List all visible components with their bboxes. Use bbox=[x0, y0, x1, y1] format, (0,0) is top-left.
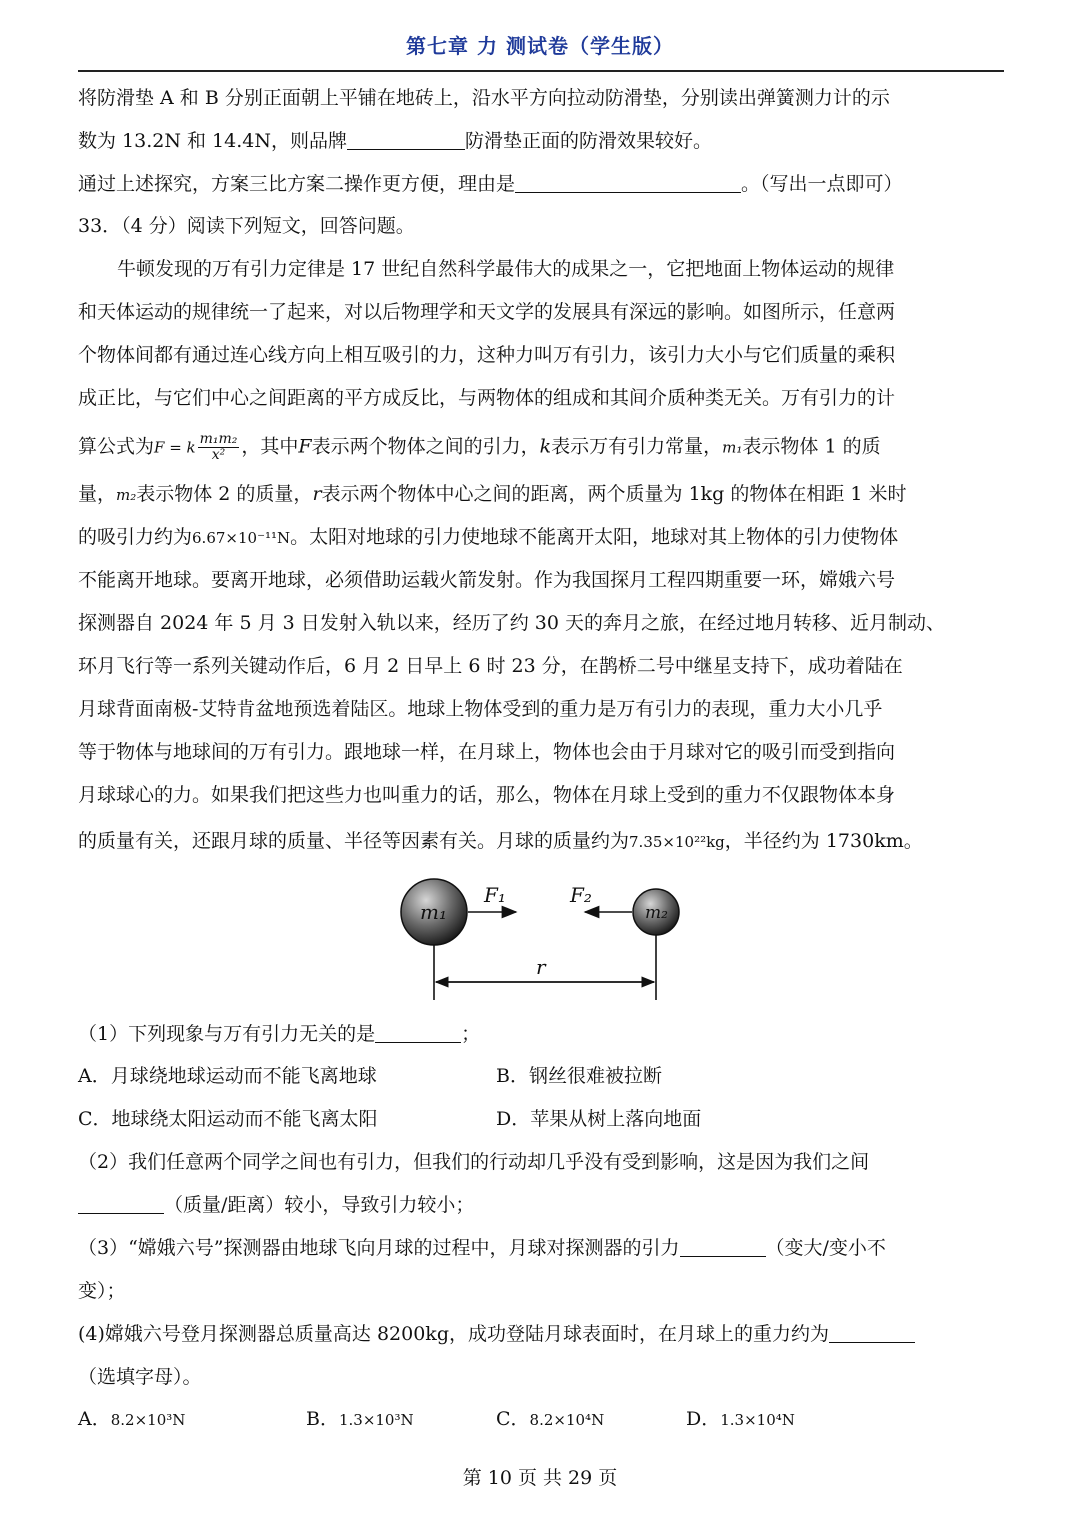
sub4-option-b[interactable] bbox=[306, 1407, 414, 1432]
q33-text-line bbox=[78, 829, 923, 854]
q33-heading: 33．（4 分）阅读下列短文，回答问题。 bbox=[78, 215, 415, 237]
q33-text-line: 探测器自 2024 年 5 月 3 日发射入轨以来，经历了约 30 天的奔月之旅，在经过地月转移、近月制动、 bbox=[78, 612, 946, 634]
symbol-F: F bbox=[298, 435, 312, 458]
sub3-line1 bbox=[78, 1236, 886, 1260]
para1-line3-b: 。（写出一点即可） bbox=[741, 173, 903, 195]
q33-text-line bbox=[78, 525, 898, 550]
page-number-footer: 第 10 页 共 29 页 bbox=[462, 1467, 618, 1489]
header-rule bbox=[78, 70, 1004, 72]
formula-text: 表示万有引力常量， bbox=[551, 435, 723, 458]
q33-formula-line bbox=[78, 432, 881, 463]
sub1-option-a[interactable]: A．月球绕地球运动而不能飞离地球 bbox=[78, 1065, 377, 1087]
para1-line2-b: 防滑垫正面的防滑效果较好。 bbox=[464, 130, 712, 152]
symbol-k: k bbox=[539, 435, 552, 458]
q33-text-line: 个物体间都有通过连心线方向上相互吸引的力，这种力叫万有引力，该引力大小与它们质量的乘积 bbox=[78, 344, 896, 366]
formula-text: 表示物体 1 的质 bbox=[742, 435, 881, 458]
sub4-option-c-value: 8.2×10⁴N bbox=[529, 1411, 605, 1429]
sub2-line2 bbox=[78, 1193, 474, 1217]
sub4-line1 bbox=[78, 1322, 915, 1346]
force-f2-label: F₂ bbox=[570, 883, 592, 907]
moon-mass-value: 7.35×10²²kg bbox=[629, 833, 725, 851]
q33-text-line: 环月飞行等一系列关键动作后，6 月 2 日早上 6 时 23 分，在鹊桥二号中继星支持下，成功着陆在 bbox=[78, 655, 903, 677]
gravitational-constant-value: 6.67×10⁻¹¹N bbox=[192, 529, 291, 547]
text-seg: 表示两个物体中心之间的距离，两个质量为 1kg 的物体在相距 1 米时 bbox=[321, 483, 907, 505]
brand-answer-blank[interactable] bbox=[347, 129, 465, 150]
q33-text-line: 月球背面南极-艾特肯盆地预选着陆区。地球上物体受到的重力是万有引力的表现，重力大小几乎 bbox=[78, 698, 883, 720]
sub3-line1-a: （3）“嫦娥六号”探测器由地球飞向月球的过程中，月球对探测器的引力 bbox=[78, 1237, 680, 1259]
para1-line1: 将防滑垫 A 和 B 分别正面朝上平铺在地砖上，沿水平方向拉动防滑垫，分别读出弹簧测力计的示 bbox=[78, 87, 890, 109]
formula-intro: 算公式为 bbox=[78, 435, 155, 458]
sub1-stem bbox=[78, 1022, 480, 1046]
sub4-option-a[interactable] bbox=[78, 1407, 185, 1432]
gravitation-diagram bbox=[380, 870, 700, 1005]
distance-r-label: r bbox=[536, 955, 546, 979]
sub3-line1-b: （变大/变小不 bbox=[765, 1237, 886, 1259]
sub4-option-c-letter: C． bbox=[496, 1408, 530, 1430]
sub3-line2: 变）； bbox=[78, 1280, 126, 1302]
sub4-option-a-letter: A． bbox=[78, 1408, 111, 1430]
formula-lhs: F = k bbox=[154, 438, 196, 457]
symbol-m1: m₁ bbox=[722, 438, 743, 457]
mass-1-label: m₁ bbox=[420, 900, 447, 924]
sub1-option-d[interactable]: D．苹果从树上落向地面 bbox=[496, 1108, 702, 1130]
para1-line3 bbox=[78, 172, 903, 196]
formula-text: 表示两个物体之间的引力， bbox=[311, 435, 540, 458]
q33-text-line: 不能离开地球。要离开地球，必须借助运载火箭发射。作为我国探月工程四期重要一环，嫦娥六号 bbox=[78, 569, 896, 591]
sub2-line2-b: （质量/距离）较小，导致引力较小； bbox=[164, 1194, 475, 1216]
sub4-option-d-value: 1.3×10⁴N bbox=[720, 1411, 795, 1429]
sub4-option-d-letter: D． bbox=[686, 1408, 721, 1430]
sub1-answer-blank[interactable] bbox=[375, 1022, 461, 1043]
page-header-title: 第七章 力 测试卷（学生版） bbox=[406, 34, 674, 58]
gravitation-formula-fraction bbox=[198, 432, 240, 463]
sub1-stem-a: （1）下列现象与万有引力无关的是 bbox=[78, 1023, 376, 1045]
sub3-answer-blank[interactable] bbox=[680, 1236, 766, 1257]
symbol-r: r bbox=[312, 483, 322, 505]
mass-2-label: m₂ bbox=[645, 903, 668, 923]
force-f1-label: F₁ bbox=[484, 883, 506, 907]
sub4-option-b-letter: B． bbox=[306, 1408, 339, 1430]
sub4-option-a-value: 8.2×10³N bbox=[110, 1411, 186, 1429]
text-seg: 的吸引力约为 bbox=[78, 526, 193, 548]
formula-text: ，其中 bbox=[241, 435, 299, 458]
para1-line2-a: 数为 13.2N 和 14.4N，则品牌 bbox=[78, 130, 347, 152]
sub1-stem-b: ； bbox=[461, 1023, 481, 1045]
sub1-option-b[interactable]: B．钢丝很难被拉断 bbox=[496, 1065, 662, 1087]
text-seg: 量， bbox=[78, 483, 117, 505]
symbol-m2: m₂ bbox=[116, 486, 137, 504]
q33-text-line: 成正比，与它们中心之间距离的平方成反比，与两物体的组成和其间介质种类无关。万有引力的计 bbox=[78, 387, 896, 409]
q33-text-line: 牛顿发现的万有引力定律是 17 世纪自然科学最伟大的成果之一，它把地面上物体运动的规律 bbox=[117, 258, 895, 280]
sub4-answer-blank[interactable] bbox=[829, 1322, 915, 1343]
sub4-option-d[interactable] bbox=[686, 1407, 795, 1432]
sub4-line2: （选填字母）。 bbox=[78, 1366, 202, 1388]
sub2-line1: （2）我们任意两个同学之间也有引力，但我们的行动却几乎没有受到影响，这是因为我们之间 bbox=[78, 1151, 870, 1173]
para1-line3-a: 通过上述探究，方案三比方案二操作更方便，理由是 bbox=[78, 173, 516, 195]
reason-answer-blank[interactable] bbox=[515, 172, 741, 193]
q33-text-line: 等于物体与地球间的万有引力。跟地球一样，在月球上，物体也会由于月球对它的吸引而受到指向 bbox=[78, 741, 896, 763]
sub1-option-c[interactable]: C．地球绕太阳运动而不能飞离太阳 bbox=[78, 1108, 378, 1130]
text-seg: 的质量有关，还跟月球的质量、半径等因素有关。月球的质量约为 bbox=[78, 830, 630, 852]
sub4-option-c[interactable] bbox=[496, 1407, 604, 1432]
text-seg: 。太阳对地球的引力使地球不能离开太阳，地球对其上物体的引力使物体 bbox=[290, 526, 899, 548]
sub2-answer-blank[interactable] bbox=[78, 1193, 164, 1214]
text-seg: ，半径约为 1730km。 bbox=[724, 830, 923, 852]
q33-text-line: 和天体运动的规律统一了起来，对以后物理学和天文学的发展具有深远的影响。如图所示，任意两 bbox=[78, 301, 896, 323]
text-seg: 表示物体 2 的质量， bbox=[136, 483, 313, 505]
sub4-option-b-value: 1.3×10³N bbox=[338, 1411, 414, 1429]
formula-denominator: x² bbox=[211, 447, 226, 463]
sub4-line1-text: (4)嫦娥六号登月探测器总质量高达 8200kg，成功登陆月球表面时，在月球上的重力约为 bbox=[78, 1323, 829, 1345]
formula-numerator: m₁m₂ bbox=[199, 431, 238, 447]
q33-text-line bbox=[78, 482, 907, 507]
q33-text-line: 月球球心的力。如果我们把这些力也叫重力的话，那么，物体在月球上受到的重力不仅跟物体本身 bbox=[78, 784, 896, 806]
para1-line2 bbox=[78, 129, 712, 153]
